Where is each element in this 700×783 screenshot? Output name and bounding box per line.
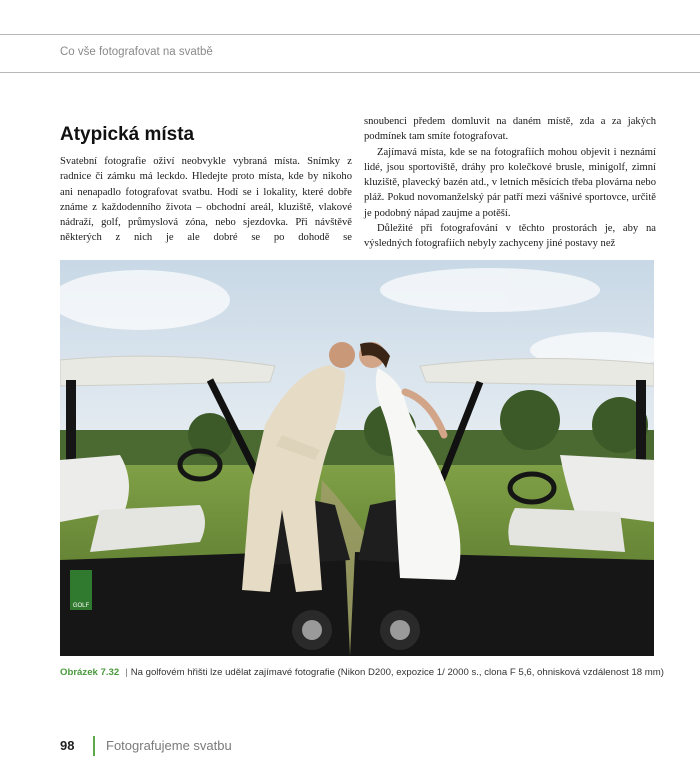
paragraph-1-continued: snoubenci předem domluvit na daném místě, zda a za jakých podmínek tam smíte fotografovat. (364, 116, 656, 143)
paragraph-3: Důležité při fotografování v těchto prostorách je, aby na výsledných fotografiích nebyly zachyceny jiné postavy než (364, 223, 656, 250)
paragraph-1: Svatební fotografie oživí neobvykle vybraná místa. Snímky z radnice či zámku má leckdo. Hledejte proto místa, kde by nikoho ani nenapadlo fotografovat svatbu. Hodí se i lokality, které dobře známe z každodenního života – obchodní areál, kluziště, vlakové nádraží, golf, průmyslová zóna, nebo sjezdovka. Při návštěvě některých z nich je ale dobré se po dohodě se (60, 156, 352, 244)
figure-caption (60, 667, 664, 678)
section-heading: Atypická místa (60, 124, 195, 145)
text-column-left (60, 154, 352, 246)
caption-separator: | (125, 667, 128, 678)
footer-book-title: Fotografujeme svatbu (106, 738, 232, 753)
paragraph-2: Zajímavá místa, kde se na fotografiích mohou objevit i neznámí lidé, jsou sportoviště, dráhy pro kolečkové brusle, minigolf, zimní kluziště, plavecký bazén atd., v letních měsících třeba plovárna nebo pláž. Pokud novomanželský pár patří mezi vášnivé sportovce, určitě je podobný nápad zaujme a potěší. (364, 146, 656, 219)
page-number: 98 (60, 738, 75, 753)
header-rule-top (0, 34, 700, 35)
cart-logo-text: GOLF (72, 603, 90, 609)
figure-photo (60, 260, 654, 656)
figure-label: Obrázek 7.32 (60, 667, 120, 678)
text-column-right (364, 114, 656, 252)
footer-accent-bar (93, 736, 95, 756)
running-head: Co vše fotografovat na svatbě (60, 46, 213, 58)
header-rule-bottom (0, 72, 700, 73)
figure-caption-text: Na golfovém hřišti lze udělat zajímavé fotografie (Nikon D200, expozice 1/ 2000 s., clona F 5,6, ohnisková vzdálenost 18 mm) (130, 667, 664, 678)
